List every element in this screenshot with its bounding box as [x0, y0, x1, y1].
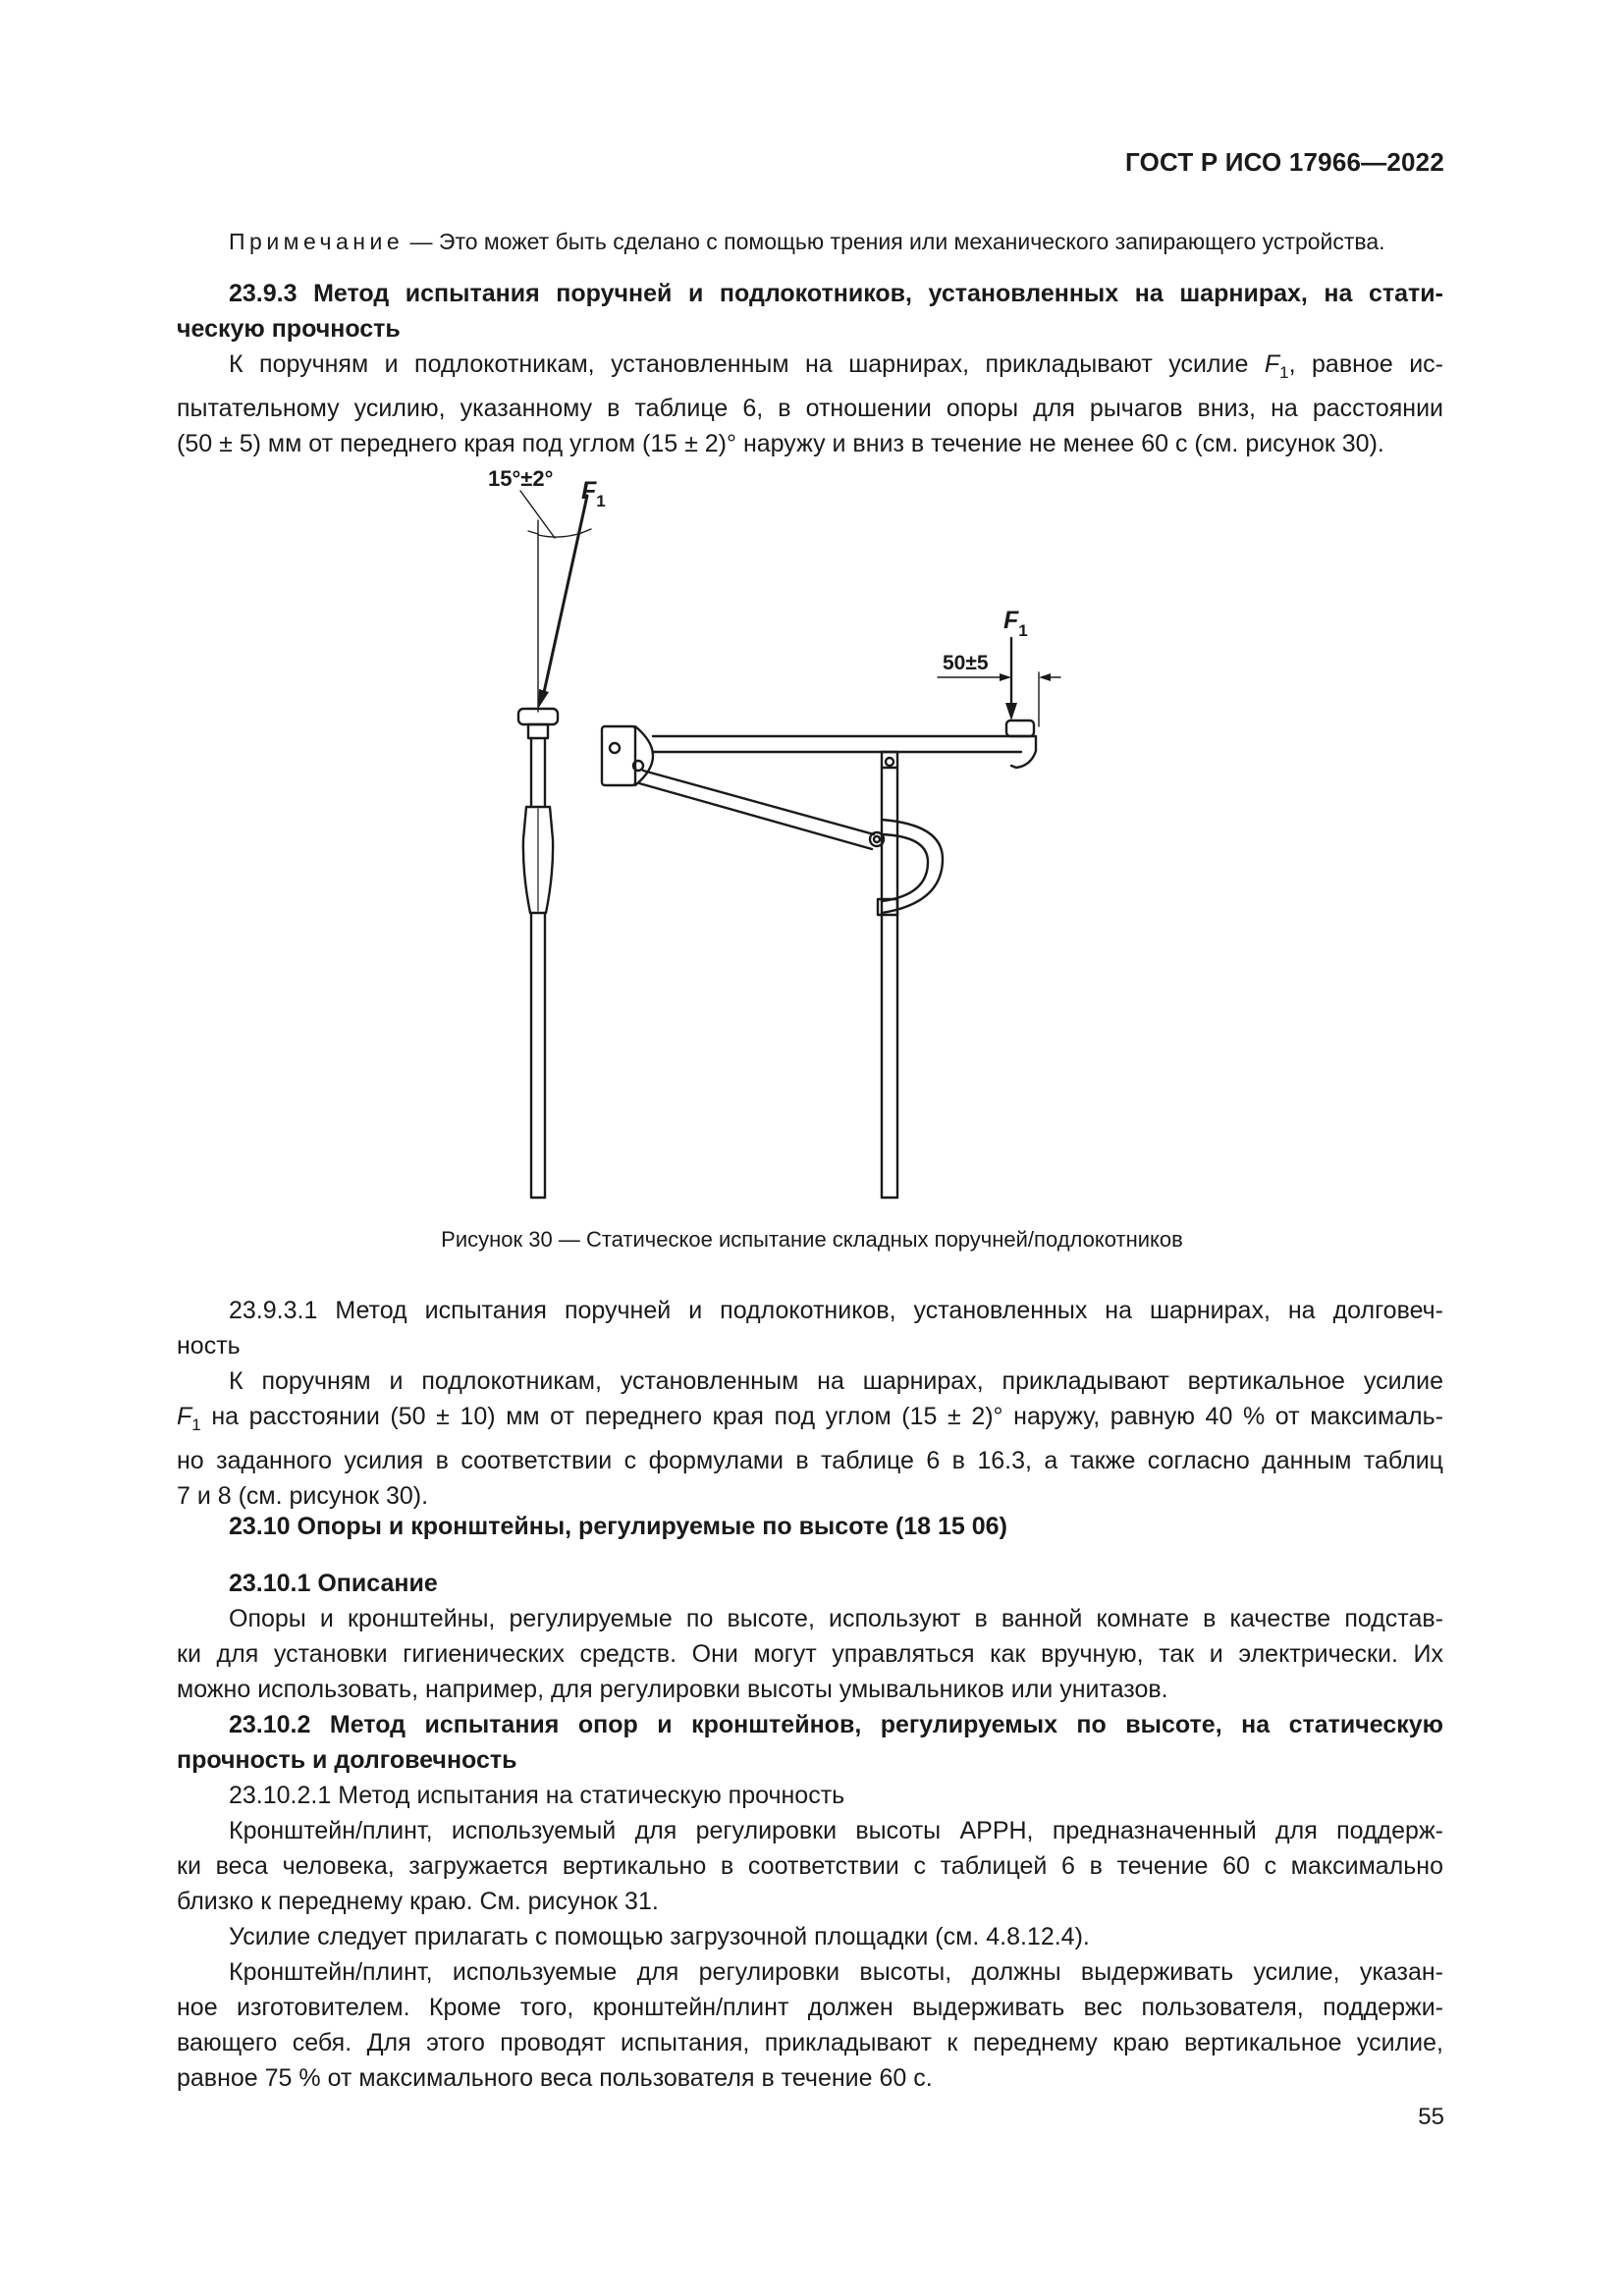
angle-label: 15°±2°	[488, 466, 554, 491]
note-paragraph	[177, 224, 1443, 259]
angle-arc	[538, 533, 581, 537]
document-header: ГОСТ Р ИСО 17966—2022	[1124, 147, 1444, 177]
force-symbol: F	[1264, 350, 1280, 378]
subsection-heading-line: прочность и долговечность	[177, 1746, 517, 1774]
paragraph-line: вающего себя. Для этого проводят испытания, прикладывают к переднему краю вертикальное усилие,	[177, 2029, 1443, 2056]
text-span: К поручням и подлокотникам, установленным на шарнирах, прикладывают усилие	[229, 350, 1265, 378]
force-subscript: 1	[1279, 363, 1289, 382]
section-heading-line: ческую прочность	[177, 315, 401, 343]
paragraph-line: К поручням и подлокотникам, установленным на шарнирах, прикладывают вертикальное усилие	[229, 1367, 1443, 1395]
paragraph-line: Опоры и кронштейны, регулируемые по высоте, используют в ванной комнате в качестве подстав-	[229, 1605, 1443, 1632]
paragraph-line: 23.9.3.1 Метод испытания поручней и подлокотников, установленных на шарнирах, на долговеч-	[229, 1297, 1443, 1324]
section-heading-line: 23.9.3 Метод испытания поручней и подлокотников, установленных на шарнирах, на стати-	[229, 280, 1443, 307]
paragraph-line: ность	[177, 1332, 241, 1360]
force-arrow-left	[543, 496, 587, 697]
section-heading: 23.10 Опоры и кронштейны, регулируемые по высоте (18 15 06)	[229, 1513, 1007, 1540]
page-number: 55	[1418, 2104, 1444, 2130]
arrowhead	[1005, 703, 1017, 721]
dimension-label: 50±5	[943, 652, 989, 674]
section-23-10-body	[177, 1566, 1443, 2096]
text-span: на расстоянии (50 ± 10) мм от переднего края под углом (15 ± 2)° наружу, равную 40 % от максималь-	[200, 1403, 1443, 1430]
paragraph-line: Кронштейн/плинт, используемый для регулировки высоты АРРН, предназначенный для поддерж-	[229, 1817, 1443, 1844]
arrowhead	[538, 689, 549, 709]
wall-plate	[602, 726, 635, 785]
paragraph-line: но заданного усилия в соответствии с формулами в таблице 6 в 16.3, а также согласно данным таблиц	[177, 1447, 1443, 1474]
section-23-9-3-1	[177, 1293, 1443, 1514]
paragraph-line: (50 ± 5) мм от переднего края под углом (15 ± 2)° наружу и вниз в течение не менее 60 с (см. рисунок 30).	[177, 430, 1384, 457]
paragraph-line: близко к переднему краю. См. рисунок 31.	[177, 1888, 659, 1915]
diagonal-brace	[643, 771, 874, 834]
paragraph-line: Кронштейн/плинт, используемые для регулировки высоты, должны выдерживать усилие, указан-	[229, 1958, 1443, 1986]
hinge-bracket	[635, 726, 653, 785]
paragraph-line: ки веса человека, загружается вертикально в соответствии с таблицей 6 в течение 60 с максимально	[177, 1852, 1443, 1880]
paragraph-line	[177, 1399, 1443, 1443]
note-block	[177, 224, 1443, 259]
force-label-left: $F_1$	[581, 477, 606, 510]
force-subscript: 1	[191, 1415, 201, 1434]
subsection-heading: 23.10.1 Описание	[229, 1570, 438, 1597]
force-symbol: F	[177, 1403, 192, 1430]
paragraph-line	[177, 347, 1443, 391]
paragraph-line: 7 и 8 (см. рисунок 30).	[177, 1482, 429, 1510]
paragraph-line: Усилие следует прилагать с помощью загрузочной площадки (см. 4.8.12.4).	[229, 1923, 1090, 1950]
paragraph-line: ки для установки гигиенических средств. Они могут управляться как вручную, так и электрически. Их	[177, 1640, 1443, 1668]
paragraph-line: 23.10.2.1 Метод испытания на статическую прочность	[229, 1782, 845, 1809]
text-span: , равное ис-	[1288, 350, 1443, 378]
load-pad	[1006, 721, 1034, 736]
screw-hole	[610, 743, 620, 753]
subsection-heading-line: 23.10.2 Метод испытания опор и кронштейнов, регулируемых по высоте, на статическую	[229, 1711, 1443, 1738]
paragraph-line: равное 75 % от максимального веса пользователя в течение 60 с.	[177, 2064, 933, 2092]
figure-30-diagram	[0, 452, 1624, 1207]
figure-caption: Рисунок 30 — Статическое испытание складных поручней/подлокотников	[441, 1227, 1183, 1252]
note-label: Примечание	[229, 229, 405, 254]
force-label-right: $F_1$	[1003, 607, 1028, 640]
section-23-9-3	[177, 276, 1443, 461]
note-text: — Это может быть сделано с помощью трения или механического запирающего устройства.	[404, 229, 1385, 254]
section-23-10	[177, 1509, 1443, 1544]
paragraph-line: ное изготовителем. Кроме того, кронштейн/плинт должен выдерживать вес пользователя, поддержи-	[177, 1994, 1443, 2021]
paragraph-line: можно использовать, например, для регулировки высоты умывальников или унитазов.	[177, 1676, 1168, 1703]
paragraph-line: пытательному усилию, указанному в таблице 6, в отношении опоры для рычагов вниз, на расстоянии	[177, 395, 1443, 422]
